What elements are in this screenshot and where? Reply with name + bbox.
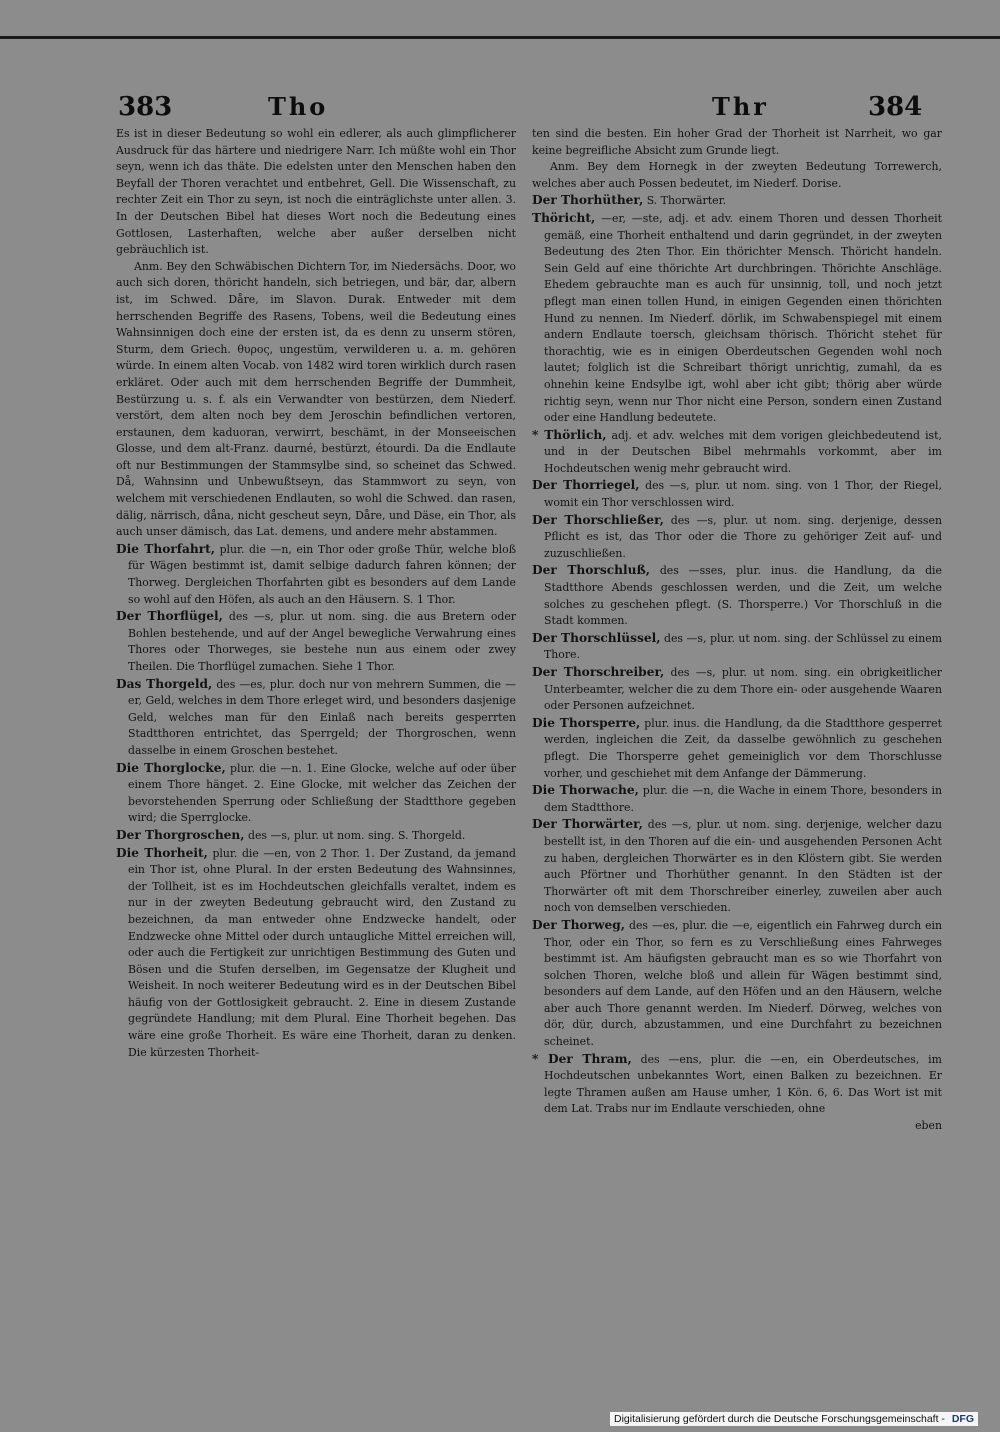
entry-headword: Das Thorgeld, [116, 676, 213, 691]
dfg-logo: DFG [951, 1413, 975, 1425]
entry-definition: adj. et adv. welches mit dem vorigen gleichbedeutend ist, und in der Deutschen Bibel mehrmahls vorkommt, aber im Hochdeutschen wenig mehr gebraucht wird. [544, 428, 942, 475]
entry-definition: des —es, plur. doch nur von mehrern Summen, die —er, Geld, welches in dem Thore erleget wird, und besonders dasjenige Geld, welches man für den Einlaß nach bereits gesperrten Stadtthoren entrichtet, das Sperrgeld; der Thorgroschen, wenn dasselbe in einem Groschen bestehet. [128, 677, 516, 757]
dictionary-entry [532, 477, 942, 511]
page-number-right: 384 [868, 92, 923, 122]
entry-headword: Der Thorriegel, [532, 478, 640, 493]
entry-definition: plur. die —en, von 2 Thor. 1. Der Zustand, da jemand ein Thor ist, ohne Plural. In der ersten Bedeutung des Wahnsinnes, der Tollheit, ist es im Hochdeutschen gleichfalls veraltet, indem es nur in der zweyten Bedeutung gebraucht wird, den Zustand zu bezeichnen, da man entweder ohne Endzwecke handelt, oder Endzwecke ohne Mittel oder durch untaugliche Mittel erreichen will, oder auch die Fertigkeit zur unrichtigen Bestimmung des Guten und Bösen und die Stufen derselben, im Gegensatze der Klugheit und Weisheit. In noch weiterer Bedeutung wird es in der Deutschen Bibel häufig von der Gottlosigkeit gebraucht. 2. Eine in diesem Zustande gegründete Handlung; mit dem Plural. Eine Thorheit begehen. Das wäre eine große Thorheit. Es wäre eine Thorheit, daran zu denken. Die kürzesten Thorheit- [128, 846, 516, 1059]
entry-headword: Der Thorflügel, [116, 609, 223, 624]
dictionary-entry [532, 917, 942, 1051]
left-column [116, 126, 516, 1061]
scan-border-line [0, 36, 1000, 39]
right-column [532, 126, 942, 1135]
dictionary-entry [116, 676, 516, 760]
running-head-left: Tho [268, 92, 329, 121]
entry-headword: Thöricht, [532, 210, 596, 225]
entry-definition: —er, —ste, adj. et adv. einem Thoren und dessen Thorheit gemäß, eine Thorheit enthaltend und darin gegründet, in der zweyten Bedeutung des 2ten Thor. Ein thörichter Mensch. Thöricht handeln. Sein Geld auf eine thörichte Art durchbringen. Thörichte Anschläge. Ehedem gebrauchte man es auch für unsinnig, toll, und noch jetzt pflegt man einen tollen Hund, in einigen Gegenden einen thörichten Hund zu nennen. Im Niederf. dörlik, im Schwabenspiegel mit einem andern Endlaute toersch, gleichsam thörisch. Thöricht stehet für thorachtig, wie es in einigen Oberdeutschen Gegenden wohl noch lautet; folglich ist die Schreibart thörigt unrichtig, zumahl, da es ohnehin keine Endsylbe igt, wohl aber icht gibt; thörig aber würde richtig seyn, wenn nur Thor nicht eine Person, sondern einen Zustand oder eine Handlung bedeutete. [544, 211, 943, 425]
dictionary-entry [116, 845, 516, 1062]
entry-headword: Die Thorwache, [532, 783, 639, 798]
entry-headword: Der Thorhüther, [532, 193, 644, 208]
entry-headword: Die Thorheit, [116, 845, 208, 860]
etymology-note: Anm. Bey den Schwäbischen Dichtern Tor, im Niedersächs. Door, wo auch sich doren, thöricht handeln, sich betriegen, und bär, dar, albern ist, im Schwed. Dåre, im Slavon. Durak. Entweder mit dem herrschenden Begriffe des Rasens, Tobens, weil die Bedeutung eines Wahnsinnigen doch eine der ersten ist, da es denn zu unserm stören, Sturm, dem Griech. θυρος, ungestüm, verwilderen u. a. m. gehören würde. In einem alten Vocab. von 1482 wird toren wirklich durch rasen erkläret. Oder auch mit dem herrschenden Begriffe der Dummheit, Bestürzung u. s. f. als ein Verwandter von bestürzen, dem Niederf. verstört, dem alten noch bey dem Jeroschin befindlichen vertoren, erstaunen, dem kaduoran, verwirrt, beschämt, in der Monseeischen Glosse, und dem alt-Franz. daurné, bestürzt, étourdi. Da die Endlaute oft nur Bestimmungen der Stammsylbe sind, so scheinet das Schwed. Då, Wahnsinn und Unbewußtseyn, das Stammwort zu seyn, von welchem mit verschiedenen Endlauten, so wohl die Schwed. dan rasen, dälig, närrisch, dåna, nicht gescheut seyn, Dåre, und Däse, ein Thor, als auch unser dämisch, das Lat. demens, und andere mehr abstammen. [116, 259, 516, 539]
entry-headword: * Thörlich, [532, 427, 607, 442]
entry-definition: des —s, plur. ut nom. sing. von 1 Thor, der Riegel, womit ein Thor verschlossen wird. [544, 479, 943, 510]
dictionary-entry [532, 427, 942, 478]
dictionary-entry [532, 782, 942, 816]
entry-headword: Der Thorschlüssel, [532, 630, 661, 645]
dictionary-entry [532, 210, 942, 427]
entry-headword: * Der Thram, [532, 1051, 632, 1066]
scan-top-edge [0, 0, 1000, 40]
continuation-text: ten sind die besten. Ein hoher Grad der Thorheit ist Narrheit, wo gar keine begreifliche Absicht zum Grunde liegt. [532, 127, 942, 157]
entry-definition: S. Thorwärter. [646, 194, 727, 208]
entry-headword: Der Thorgroschen, [116, 827, 245, 842]
entry-definition: des —sses, plur. inus. die Handlung, da die Stadtthore Abends geschlossen werden, und die Zeit, um welche solches zu geschehen pflegt. (S. Thorsperre.) Vor Thorschluß in die Stadt kommen. [544, 564, 942, 628]
entry-definition: plur. die —n, die Wache in einem Thore, besonders in dem Stadtthore. [544, 784, 942, 814]
running-head-right: Thr [712, 92, 769, 121]
entry-headword: Die Thorsperre, [532, 715, 641, 730]
dictionary-entry [532, 1051, 942, 1118]
entry-definition: des —s, plur. ut nom. sing. S. Thorgeld. [248, 828, 466, 842]
page-number-left: 383 [118, 92, 173, 122]
dictionary-entry [116, 541, 516, 608]
entry-definition: des —s, plur. ut nom. sing. die aus Bretern oder Bohlen bestehende, und auf der Angel bewegliche Verwahrung eines Thores oder Thorweges, sie bestehe nun aus einem oder zwey Theilen. Die Thorflügel zumachen. Siehe 1 Thor. [128, 610, 516, 673]
dictionary-entry [116, 827, 516, 845]
footer-credit [610, 1412, 978, 1426]
entry-definition: des —s, plur. ut nom. sing. ein obrigkeitlicher Unterbeamter, welcher die zu dem Thore ein- oder ausgehende Waaren oder Personen aufzeichnet. [544, 666, 943, 713]
dictionary-entry [532, 664, 942, 715]
entry-headword: Der Thorwärter, [532, 817, 643, 832]
entry-headword: Die Thorfahrt, [116, 541, 216, 556]
entry-definition: plur. die —n. 1. Eine Glocke, welche auf oder über einem Thore hänget. 2. Eine Glocke, mit welcher das Zeichen der bevorstehenden Sperrung oder Schließung der Stadtthore gegeben wird; die Sperrglocke. [128, 761, 516, 825]
footer-text: Digitalisierung gefördert durch die Deutsche Forschungsgemeinschaft - [614, 1413, 945, 1425]
etymology-note: Anm. Bey dem Hornegk in der zweyten Bedeutung Torrewerch, welches aber auch Possen bedeutet, im Niederf. Dorise. [532, 160, 942, 190]
entry-definition: des —s, plur. ut nom. sing. derjenige, dessen Pflicht es ist, das Thor oder die Thore zu gehöriger Zeit auf- und zuzuschließen. [544, 513, 942, 560]
dictionary-entry [532, 816, 942, 917]
entry-headword: Der Thorschreiber, [532, 665, 665, 679]
continuation-text: Es ist in dieser Bedeutung so wohl ein edlerer, als auch glimpflicherer Ausdruck für das härtere und niedrigere Narr. Ich müßte wohl ein Thor seyn, wenn ich das thäte. Die edelsten unter den Menschen haben den Beyfall der Thoren verachtet und entbehret, Gell. Die Wissenschaft, zu rechter Zeit ein Thor zu seyn, ist noch die einträglichste unter allen. 3. In der Deutschen Bibel hat dieses Wort noch die Bedeutung eines Gottlosen, Lasterhaften, welche aber außer derselben nicht gebräuchlich ist. [116, 127, 516, 257]
entry-definition: plur. inus. die Handlung, da die Stadtthore gesperret werden, ingleichen die Zeit, da dasselbe gewöhnlich zu geschehen pflegt. Die Thorsperre gehet gemeiniglich vor dem Thorschlusse vorher, und geschiehet mit dem Anfange der Dämmerung. [544, 716, 943, 780]
catchword: eben [915, 1119, 942, 1133]
entry-definition: des —s, plur. ut nom. sing. derjenige, welcher dazu bestellt ist, in den Thoren auf die ein- und ausgehenden Personen Acht zu haben, dergleichen Thorwärter es in den Klöstern gibt. Sie werden auch Pförtner und Thorhüther genannt. In den Städten ist der Thorwärter oft mit dem Thorschreiber einerley, zuweilen aber auch noch von demselben verschieden. [544, 818, 943, 915]
entry-headword: Die Thorglocke, [116, 760, 226, 775]
entry-definition: des —es, plur. die —e, eigentlich ein Fahrweg durch ein Thor, oder ein Thor, so fern es zu Verschließung eines Fahrweges bestimmt ist. Am häufigsten gebraucht man es so wie Thorfahrt von solchen Thoren, welche bloß und allein für Wägen bestimmt sind, besonders auf dem Lande, auf den Höfen und an den Häusern, welche aber auch Thore genannt werden. Im Niederf. Dörweg, welches von dör, dür, durch, abzustammen, und eine Durchfahrt zu bezeichnen scheinet. [544, 918, 943, 1049]
entry-headword: Der Thorschließer, [532, 512, 664, 527]
dictionary-entry [532, 512, 942, 563]
dictionary-entry [532, 562, 942, 629]
dictionary-entry [116, 760, 516, 827]
entry-headword: Der Thorweg, [532, 917, 625, 932]
dictionary-entry [532, 192, 942, 210]
entry-definition: des —ens, plur. die —en, ein Oberdeutsches, im Hochdeutschen unbekanntes Wort, einen Balken zu bezeichnen. Er legte Thramen außen am Hause umher, 1 Kön. 6, 6. Das Wort ist mit dem Lat. Trabs nur im Endlaute verschieden, ohne [544, 1052, 942, 1116]
entry-headword: Der Thorschluß, [532, 563, 650, 578]
dictionary-entry [532, 715, 942, 782]
entry-definition: plur. die —n, ein Thor oder große Thür, welche bloß für Wägen bestimmt ist, damit selbige dadurch fahren können; der Thorweg. Dergleichen Thorfahrten gibt es besonders auf dem Lande so wohl auf den Höfen, als auch an den Häusern. S. 1 Thor. [128, 542, 516, 606]
dictionary-entry [116, 608, 516, 675]
entry-definition: des —s, plur. ut nom. sing. der Schlüssel zu einem Thore. [544, 631, 943, 662]
dictionary-entry [532, 630, 942, 664]
